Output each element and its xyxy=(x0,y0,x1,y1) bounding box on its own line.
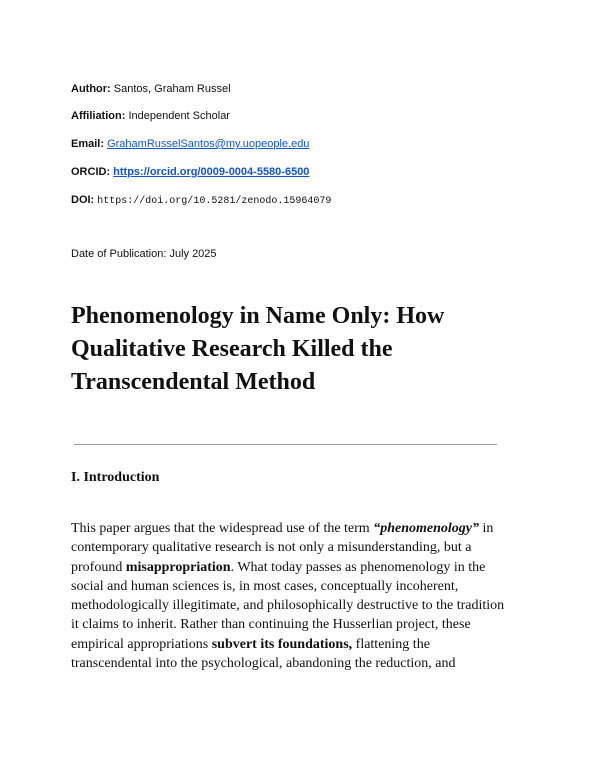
title-line: Qualitative Research Killed the xyxy=(71,336,393,362)
author-line xyxy=(71,82,231,96)
paragraph-line xyxy=(71,519,541,538)
line-text: This paper argues that the widespread use of the term xyxy=(71,521,374,536)
paragraph-line xyxy=(71,635,541,654)
paragraph-line: transcendental into the psychological, abandoning the reduction, and xyxy=(71,656,456,672)
orcid-line xyxy=(71,165,309,179)
author-label: Author: xyxy=(71,83,111,95)
line-text: in xyxy=(478,521,494,536)
email-label: Email: xyxy=(71,138,105,150)
email-line xyxy=(71,137,309,151)
paragraph-line: methodologically illegitimate, and philosophically destructive to the tradition xyxy=(71,598,505,614)
paper-title xyxy=(71,300,541,399)
emphasized-term: “phenomenology” xyxy=(373,521,479,536)
line-text: flattening the xyxy=(352,636,430,652)
author-value: Santos, Graham Russel xyxy=(110,83,231,95)
section-heading: I. Introduction xyxy=(71,470,160,485)
publication-date: Date of Publication: July 2025 xyxy=(71,248,217,260)
doi-label: DOI: xyxy=(71,194,95,206)
horizontal-divider xyxy=(74,444,497,445)
doi-value: https://doi.org/10.5281/zenodo.15964079 xyxy=(97,196,332,207)
line-text: empirical appropriations xyxy=(71,636,212,652)
paragraph-line xyxy=(71,558,541,577)
title-line: Phenomenology in Name Only: How xyxy=(71,303,445,329)
line-text: profound xyxy=(71,559,126,575)
paragraph-line: contemporary qualitative research is not only a misunderstanding, but a xyxy=(71,540,472,556)
title-line: Transcendental Method xyxy=(71,369,316,395)
paragraph-line: social and human sciences is, in most cases, conceptually incoherent, xyxy=(71,578,459,594)
orcid-link[interactable]: https://orcid.org/0009-0004-5580-6500 xyxy=(113,166,310,178)
affiliation-label: Affiliation: xyxy=(71,110,126,122)
doi-line xyxy=(71,193,331,209)
orcid-label: ORCID: xyxy=(71,166,111,178)
paragraph-line: it claims to inherit. Rather than continuing the Husserlian project, these xyxy=(71,617,471,633)
line-text: . What today passes as phenomenology in the xyxy=(230,559,486,575)
affiliation-value: Independent Scholar xyxy=(125,110,230,122)
affiliation-line xyxy=(71,109,230,123)
email-link[interactable]: GrahamRusselSantos@my.uopeople.edu xyxy=(107,138,310,150)
bold-term: misappropriation xyxy=(125,559,231,575)
bold-term: subvert its foundations, xyxy=(211,636,353,652)
introduction-paragraph xyxy=(71,519,541,673)
